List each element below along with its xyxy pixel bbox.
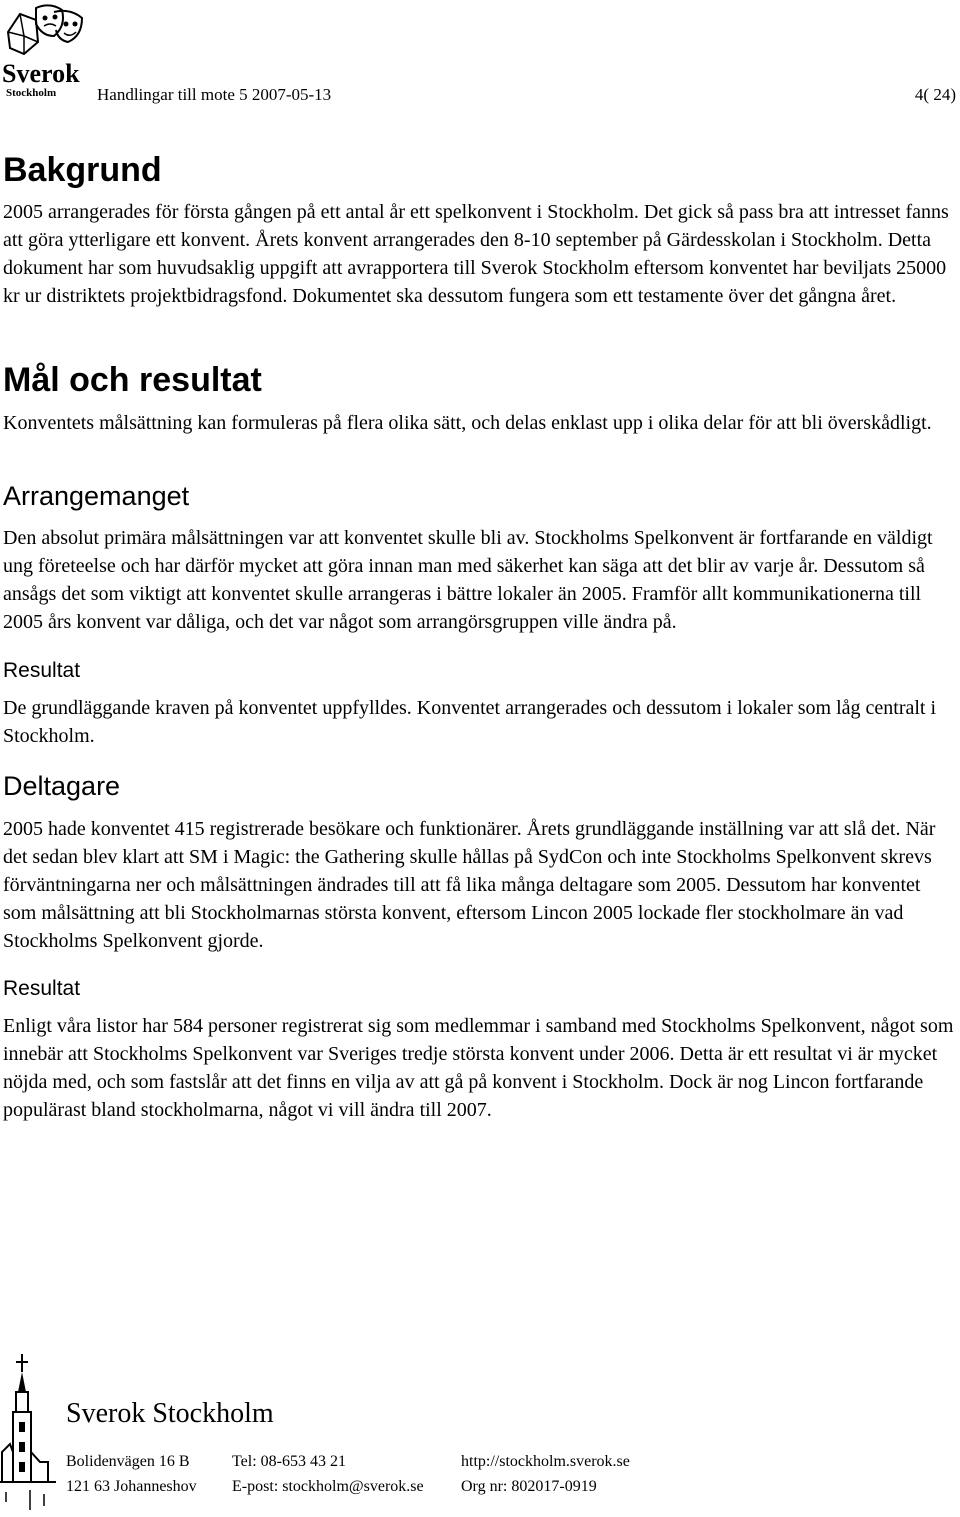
logo-subtext: Stockholm [6,87,57,99]
heading-arrangemanget: Arrangemanget [3,480,190,511]
stockholm-city-hall-icon [0,1352,58,1512]
paragraph-bakgrund: 2005 arrangerades för första gången på ett antal år ett spelkonvent i Stockholm. Det gick så pass bra att intresset fanns att göra ytterligare ett konvent. Årets konvent arrangerades den 8-10 september på Gärdesskolan i Stockholm. Detta dokument har som huvudsaklig uppgift att avrapportera till Sverok Stockholm eftersom konventet har beviljats 25000 kr ur distriktets projektbidragsfond. Dokumentet ska dessutom fungera som ett testamente över det gångna året. [3,200,949,307]
footer-address-street: Bolidenvägen 16 B [66,1453,190,1470]
footer-website-link[interactable]: http://stockholm.sverok.se [461,1453,630,1470]
heading-resultat-arrangemanget: Resultat [3,658,81,682]
paragraph-mal: Konventets målsättning kan formuleras på flera olika sätt, och delas enklast upp i olika delar för att bli överskådligt. [3,411,932,434]
logo-text: Sverok [2,59,80,88]
footer-org-name: Sverok Stockholm [66,1398,274,1429]
footer-address-postal: 121 63 Johanneshov [66,1478,197,1495]
footer-org-number: Org nr: 802017-0919 [461,1478,597,1495]
logo-graphic [2,2,94,100]
document-header-title: Handlingar till mote 5 2007-05-13 [97,85,332,104]
footer-email-link[interactable]: E-post: stockholm@sverok.se [232,1478,424,1495]
heading-bakgrund: Bakgrund [3,151,162,189]
paragraph-arrangemanget: Den absolut primära målsättningen var att konventet skulle bli av. Stockholms Spelkonvent är fortfarande en väldigt ung företeelse och har därför mycket att göra innan man med säkerhet kan säga att det blir av varje år. Dessutom så ansågs det som viktigt att konventet skulle arrangeras i bättre lokaler än 2005. Framför allt kommunikationerna till 2005 års konvent var dåliga, och det var något som arrangörsgruppen ville ändra på. [3,526,933,633]
paragraph-resultat-arrangemanget: De grundläggande kraven på konventet uppfylldes. Konventet arrangerades och dessutom i lokaler som låg centralt i Stockholm. [3,697,937,748]
document-body [3,150,958,1124]
heading-mal-och-resultat: Mål och resultat [3,360,262,399]
heading-resultat-deltagare: Resultat [3,976,81,1000]
page-number: 4( 24) [914,85,956,104]
sverok-logo [2,2,94,100]
footer-phone: Tel: 08-653 43 21 [232,1453,346,1470]
heading-deltagare: Deltagare [3,771,121,802]
paragraph-deltagare: 2005 hade konventet 415 registrerade besökare och funktionärer. Årets grundläggande inställning var att slå det. När det sedan blev klart att SM i Magic: the Gathering skulle hållas på SydCon och inte Stockholms Spelkonvent skrevs förväntningarna ner och målsättningen ändrades till att få lika många deltagare som 2005. Dessutom har konventet som målsättning att bli Stockholmarnas största konvent, eftersom Lincon 2005 lockade fler stockholmare än vad Stockholms Spelkonvent gjorde. [3,817,936,952]
paragraph-resultat-deltagare: Enligt våra listor har 584 personer registrerat sig som medlemmar i samband med Stockholms Spelkonvent, något som innebär att Stockholms Spelkonvent var Sveriges tredje största konvent under 2006. Detta är ett resultat vi är mycket nöjda med, och som fastslår att det finns en vilja av att gå på konvent i Stockholm. Dock är nog Lincon fortfarande populärast bland stockholmarna, något vi vill ändra till 2007. [3,1014,954,1121]
